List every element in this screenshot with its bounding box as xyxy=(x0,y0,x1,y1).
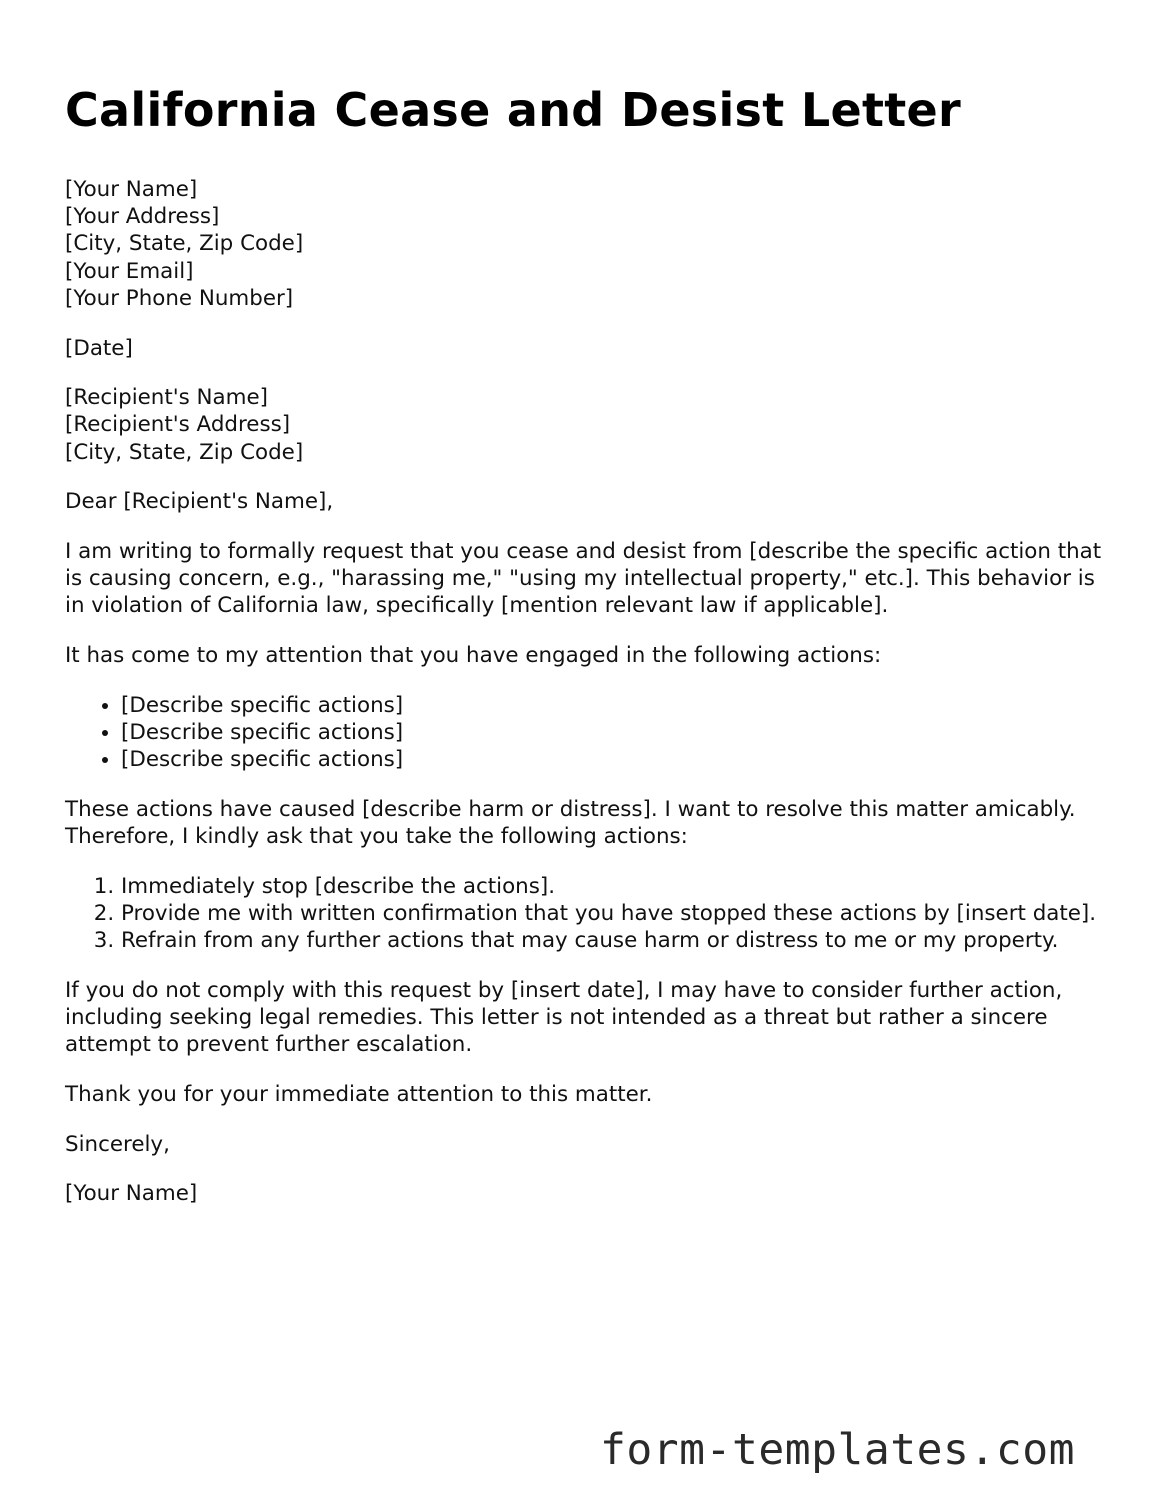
recipient-block xyxy=(65,384,1110,466)
date-block xyxy=(65,335,1110,362)
list-item: • [Describe specific actions] xyxy=(121,692,1110,719)
list-item: 1. Immediately stop [describe the actions]. xyxy=(121,873,1110,900)
list-item: • [Describe specific actions] xyxy=(121,719,1110,746)
sender-name: [Your Name] xyxy=(65,177,198,202)
sender-address: [Your Address] xyxy=(65,204,220,230)
signature: [Your Name] xyxy=(65,1181,198,1207)
sender-email: [Your Email] xyxy=(65,258,194,284)
salutation: Dear [Recipient's Name], xyxy=(65,489,334,515)
recipient-address: [Recipient's Address] xyxy=(65,412,291,438)
recipient-name: [Recipient's Name] xyxy=(65,385,269,411)
letter-page xyxy=(65,80,1110,1230)
actions-list xyxy=(65,692,1110,774)
paragraph-intro: I am writing to formally request that you cease and desist from [describe the specific action that is causing concern, e.g., "harassing me," "using my intellectual property," etc.]. This behavior is in violation of California law, specifically [mention relevant law if applicable]. xyxy=(65,539,1102,619)
letter-date: [Date] xyxy=(65,335,133,361)
closing: Sincerely, xyxy=(65,1131,170,1157)
paragraph-actions-lead: It has come to my attention that you have engaged in the following actions: xyxy=(65,643,882,669)
recipient-city: [City, State, Zip Code] xyxy=(65,439,304,465)
watermark: form-templates.com xyxy=(600,1425,1075,1475)
list-item: 3. Refrain from any further actions that may cause harm or distress to me or my property. xyxy=(121,927,1110,954)
sender-phone: [Your Phone Number] xyxy=(65,285,294,311)
paragraph-thanks: Thank you for your immediate attention to this matter. xyxy=(65,1082,653,1108)
sender-block xyxy=(65,176,1110,312)
requests-list xyxy=(65,873,1110,955)
paragraph-harm: These actions have caused [describe harm or distress]. I want to resolve this matter amicably. Therefore, I kindly ask that you take the following actions: xyxy=(65,796,1076,850)
paragraph-consequences: If you do not comply with this request by [insert date], I may have to consider further action, including seeking legal remedies. This letter is not intended as a threat but rather a sincere attempt to prevent further escalation. xyxy=(65,977,1063,1058)
page-title: California Cease and Desist Letter xyxy=(65,83,962,137)
list-item: 2. Provide me with written confirmation that you have stopped these actions by [insert date]. xyxy=(121,900,1110,927)
sender-city: [City, State, Zip Code] xyxy=(65,231,304,257)
list-item: • [Describe specific actions] xyxy=(121,746,1110,773)
